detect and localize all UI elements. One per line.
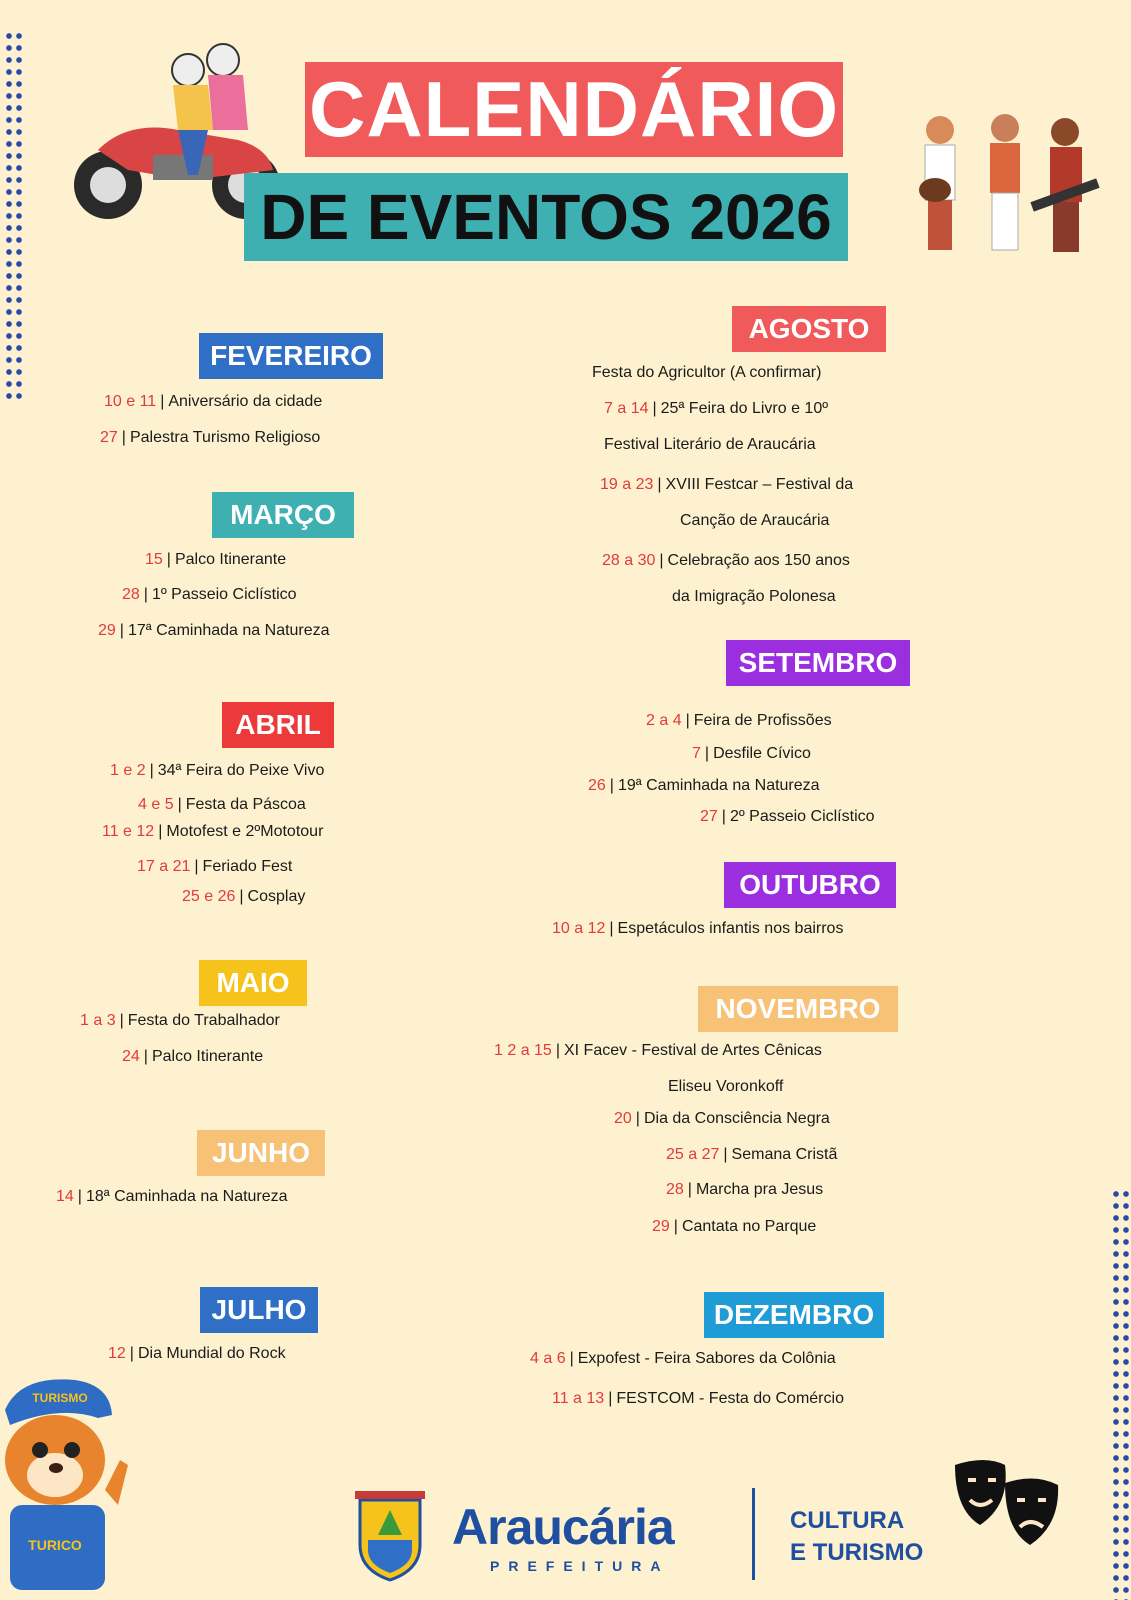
event-item: 10 e 11 | Aniversário da cidade	[104, 393, 323, 410]
mascot-cap-text: TURISMO	[32, 1391, 88, 1405]
city-crest-icon	[340, 1485, 440, 1585]
event-title: Feira de Profissões	[693, 712, 832, 729]
event-item: 25 a 27 | Semana Cristã	[666, 1146, 838, 1163]
event-title: Semana Cristã	[731, 1146, 838, 1163]
event-title: 2º Passeio Ciclístico	[729, 808, 875, 825]
event-title: Dia Mundial do Rock	[137, 1345, 286, 1362]
department-line-1: CULTURA	[790, 1507, 905, 1534]
event-date: 25 a 27	[666, 1146, 720, 1163]
event-date: 29	[652, 1218, 670, 1235]
theater-masks-icon	[950, 1455, 1065, 1550]
event-title: Cosplay	[247, 888, 306, 905]
title-line-1: CALENDÁRIO	[305, 62, 843, 157]
event-date: 19 a 23	[600, 476, 654, 493]
event-title: 18ª Caminhada na Natureza	[85, 1188, 288, 1205]
month-header-dezembro: DEZEMBRO	[704, 1292, 884, 1338]
event-item: 4 a 6 | Expofest - Feira Sabores da Colônia	[530, 1350, 836, 1367]
event-title: Palco Itinerante	[174, 551, 287, 568]
event-date: 15	[145, 551, 163, 568]
event-date: 10 a 12	[552, 920, 606, 937]
event-title: Aniversário da cidade	[168, 393, 323, 410]
event-item: 11 a 13 | FESTCOM - Festa do Comércio	[552, 1390, 844, 1407]
event-date: 11 a 13	[552, 1390, 605, 1407]
event-date: 28 a 30	[602, 552, 656, 569]
month-header-julho: JULHO	[200, 1287, 318, 1333]
event-item: 27 | 2º Passeio Ciclístico	[700, 808, 875, 825]
event-item: 24 | Palco Itinerante	[122, 1048, 264, 1065]
event-item: 28 a 30 | Celebração aos 150 anos	[602, 552, 850, 569]
event-item: 25 e 26 | Cosplay	[182, 888, 306, 905]
decorative-dots-right	[1111, 1188, 1131, 1600]
event-date: 1 2 a 15	[494, 1042, 552, 1059]
city-name: Araucária	[452, 1499, 674, 1555]
event-date: 27	[700, 808, 718, 825]
event-date: 28	[666, 1181, 684, 1198]
event-title: Palco Itinerante	[151, 1048, 264, 1065]
event-title: Festa do Agricultor (A confirmar)	[592, 364, 822, 381]
event-date: 4 e 5	[138, 796, 174, 813]
event-date: 26	[588, 777, 606, 794]
event-item: 4 e 5 | Festa da Páscoa	[138, 796, 306, 813]
event-item: 20 | Dia da Consciência Negra	[614, 1110, 830, 1127]
event-item: 15 | Palco Itinerante	[145, 551, 287, 568]
mascot-shirt-text: TURICO	[28, 1537, 82, 1553]
event-title: 25ª Feira do Livro e 10º	[660, 400, 829, 417]
event-title: Canção de Araucária	[680, 512, 830, 529]
event-item: 1 e 2 | 34ª Feira do Peixe Vivo	[110, 762, 325, 779]
event-date: 4 a 6	[530, 1350, 566, 1367]
department-line-2: E TURISMO	[790, 1539, 924, 1566]
event-title: Celebração aos 150 anos	[667, 552, 850, 569]
event-item: 19 a 23 | XVIII Festcar – Festival da	[600, 476, 854, 493]
event-title: Eliseu Voronkoff	[668, 1078, 784, 1095]
musicians-illustration	[900, 110, 1110, 255]
month-header-setembro: SETEMBRO	[726, 640, 910, 686]
event-item: 11 e 12 | Motofest e 2ºMototour	[102, 823, 324, 840]
event-date: 27	[100, 429, 118, 446]
event-item	[668, 1078, 783, 1096]
month-header-maio: MAIO	[199, 960, 307, 1006]
event-item: 29 | Cantata no Parque	[652, 1218, 817, 1235]
month-header-fevereiro: FEVEREIRO	[199, 333, 383, 379]
event-item: 29 | 17ª Caminhada na Natureza	[98, 622, 330, 639]
event-date: 24	[122, 1048, 140, 1065]
event-title: 1º Passeio Ciclístico	[151, 586, 297, 603]
event-date: 20	[614, 1110, 632, 1127]
footer-divider	[752, 1488, 755, 1580]
title-line-2: DE EVENTOS 2026	[244, 173, 848, 261]
event-item: 28 | Marcha pra Jesus	[666, 1181, 824, 1198]
event-date: 17 a 21	[137, 858, 191, 875]
event-title: Feriado Fest	[202, 858, 293, 875]
event-title: 17ª Caminhada na Natureza	[127, 622, 330, 639]
event-title: Cantata no Parque	[681, 1218, 817, 1235]
event-date: 28	[122, 586, 140, 603]
event-title: da Imigração Polonesa	[672, 588, 836, 605]
month-header-abril: ABRIL	[222, 702, 334, 748]
event-item	[680, 512, 829, 530]
event-item: 7 | Desfile Cívico	[692, 745, 811, 762]
mascot-turico	[0, 1370, 135, 1595]
event-date: 29	[98, 622, 116, 639]
department-name	[790, 1505, 923, 1569]
event-date: 1 a 3	[80, 1012, 116, 1029]
city-subtitle: PREFEITURA	[490, 1558, 670, 1574]
event-item	[592, 364, 821, 382]
event-title: Festival Literário de Araucária	[604, 436, 816, 453]
event-date: 12	[108, 1345, 126, 1362]
event-title: Festa do Trabalhador	[127, 1012, 280, 1029]
event-item: 14 | 18ª Caminhada na Natureza	[56, 1188, 288, 1205]
event-date: 7 a 14	[604, 400, 649, 417]
event-title: Espetáculos infantis nos bairros	[617, 920, 844, 937]
event-item	[672, 588, 836, 606]
event-item: 28 | 1º Passeio Ciclístico	[122, 586, 297, 603]
event-date: 25 e 26	[182, 888, 236, 905]
event-title: FESTCOM - Festa do Comércio	[616, 1390, 844, 1407]
event-item: 1 2 a 15 | XI Facev - Festival de Artes Cênicas	[494, 1042, 822, 1059]
event-title: Palestra Turismo Religioso	[129, 429, 321, 446]
event-item: 26 | 19ª Caminhada na Natureza	[588, 777, 820, 794]
event-item	[604, 436, 816, 454]
event-item: 27 | Palestra Turismo Religioso	[100, 429, 321, 446]
month-header-junho: JUNHO	[197, 1130, 325, 1176]
event-date: 14	[56, 1188, 74, 1205]
month-header-novembro: NOVEMBRO	[698, 986, 898, 1032]
event-date: 10 e 11	[104, 393, 157, 410]
month-header-agosto: AGOSTO	[732, 306, 886, 352]
event-date: 11 e 12	[102, 823, 155, 840]
event-title: XI Facev - Festival de Artes Cênicas	[563, 1042, 822, 1059]
decorative-dots-left	[4, 30, 24, 405]
event-title: 34ª Feira do Peixe Vivo	[157, 762, 325, 779]
event-title: Expofest - Feira Sabores da Colônia	[577, 1350, 836, 1367]
event-item: 12 | Dia Mundial do Rock	[108, 1345, 286, 1362]
month-header-outubro: OUTUBRO	[724, 862, 896, 908]
month-header-marco: MARÇO	[212, 492, 354, 538]
event-item: 7 a 14 | 25ª Feira do Livro e 10º	[604, 400, 829, 417]
event-date: 7	[692, 745, 701, 762]
event-title: 19ª Caminhada na Natureza	[617, 777, 820, 794]
event-date: 2 a 4	[646, 712, 682, 729]
event-title: Motofest e 2ºMototour	[166, 823, 324, 840]
event-title: Dia da Consciência Negra	[643, 1110, 830, 1127]
event-item: 1 a 3 | Festa do Trabalhador	[80, 1012, 280, 1029]
event-date: 1 e 2	[110, 762, 146, 779]
event-title: Festa da Páscoa	[185, 796, 306, 813]
event-title: Desfile Cívico	[713, 745, 811, 762]
event-item: 17 a 21 | Feriado Fest	[137, 858, 293, 875]
event-item: 10 a 12 | Espetáculos infantis nos bairros	[552, 920, 844, 937]
event-item: 2 a 4 | Feira de Profissões	[646, 712, 832, 729]
event-title: Marcha pra Jesus	[695, 1181, 824, 1198]
event-title: XVIII Festcar – Festival da	[665, 476, 854, 493]
